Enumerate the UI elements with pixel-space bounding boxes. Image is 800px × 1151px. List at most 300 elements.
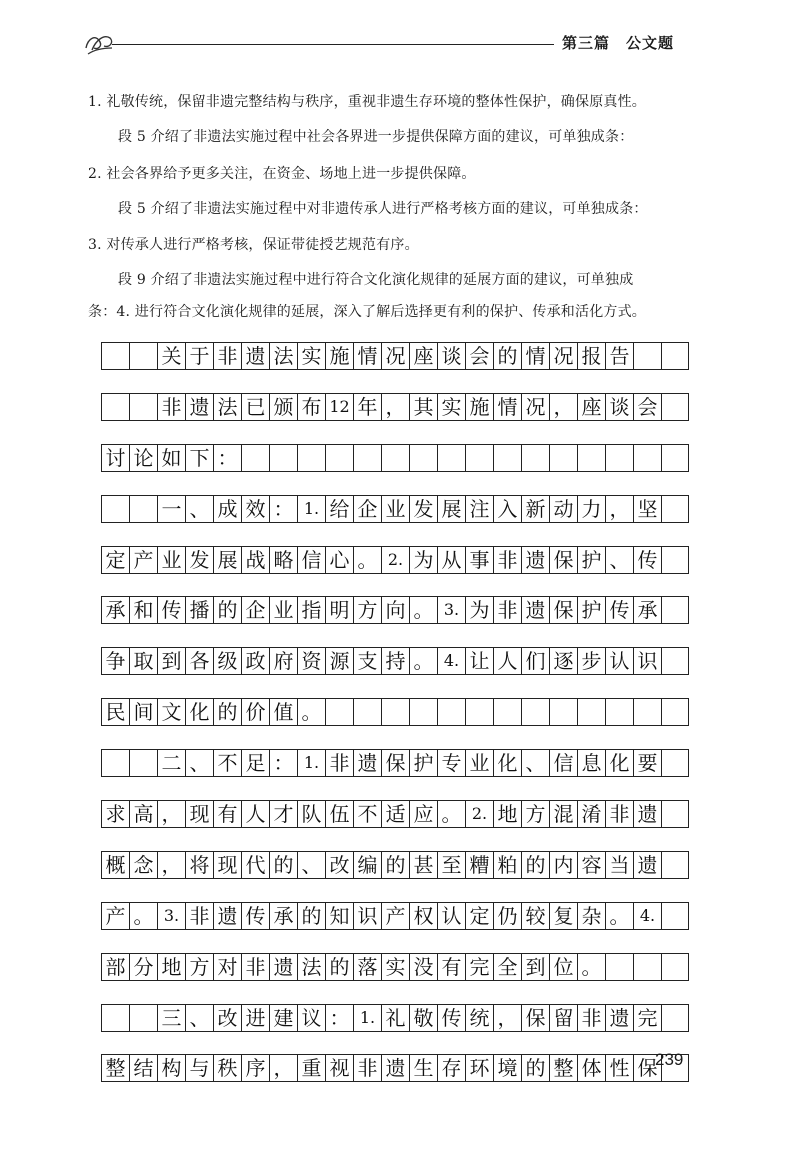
grid-cell: 非 — [353, 1054, 381, 1082]
grid-cell: 承 — [269, 902, 297, 930]
grid-cell — [129, 749, 157, 777]
grid-cell: 秩 — [213, 1054, 241, 1082]
grid-cell — [633, 953, 661, 981]
grid-cell: 效 — [241, 495, 269, 523]
grid-cell: 、 — [185, 495, 213, 523]
grid-cell: 遗 — [521, 596, 549, 624]
grid-cell: 。 — [605, 902, 633, 930]
grid-cell — [521, 444, 549, 472]
grid-cell: 识 — [633, 647, 661, 675]
grid-cell — [101, 495, 129, 523]
grid-cell: 方 — [353, 596, 381, 624]
grid-row — [101, 902, 689, 930]
grid-cell — [661, 698, 689, 726]
running-header — [562, 32, 674, 53]
answer-grid-sheet — [101, 342, 689, 1105]
grid-cell: 三 — [157, 1004, 185, 1032]
grid-cell: 遗 — [353, 749, 381, 777]
grid-cell: 的 — [381, 851, 409, 879]
grid-cell — [101, 342, 129, 370]
grid-cell — [437, 698, 465, 726]
grid-cell: 向 — [381, 596, 409, 624]
grid-cell: 容 — [577, 851, 605, 879]
grid-cell: ， — [269, 1054, 297, 1082]
grid-cell — [241, 444, 269, 472]
paragraph-line: 段 5 介绍了非遗法实施过程中对非遗传承人进行严格考核方面的建议，可单独成条： — [118, 201, 648, 217]
grid-cell: 各 — [185, 647, 213, 675]
grid-cell: 政 — [241, 647, 269, 675]
grid-cell: 如 — [157, 444, 185, 472]
grid-row — [101, 647, 689, 675]
grid-cell: 现 — [213, 851, 241, 879]
grid-cell: 传 — [437, 1004, 465, 1032]
grid-cell: 高 — [129, 800, 157, 828]
grid-row — [101, 596, 689, 624]
grid-cell — [661, 749, 689, 777]
grid-cell: ， — [549, 393, 577, 421]
grid-cell: 到 — [157, 647, 185, 675]
grid-cell: 业 — [157, 546, 185, 574]
grid-cell: 化 — [185, 698, 213, 726]
grid-row — [101, 444, 689, 472]
grid-cell: ， — [381, 393, 409, 421]
grid-cell: ， — [157, 800, 185, 828]
grid-cell: 持 — [381, 647, 409, 675]
grid-cell: 实 — [381, 953, 409, 981]
grid-cell: 化 — [493, 749, 521, 777]
grid-cell: 保 — [549, 596, 577, 624]
grid-cell — [465, 444, 493, 472]
grid-cell — [661, 393, 689, 421]
grid-cell: 论 — [129, 444, 157, 472]
grid-cell: 值 — [269, 698, 297, 726]
grid-cell: 敬 — [409, 1004, 437, 1032]
grid-cell — [605, 444, 633, 472]
grid-cell: 入 — [493, 495, 521, 523]
grid-cell: 企 — [353, 495, 381, 523]
grid-cell: 况 — [549, 342, 577, 370]
grid-cell: 境 — [493, 1054, 521, 1082]
grid-cell: 情 — [493, 393, 521, 421]
grid-cell: 遗 — [633, 851, 661, 879]
grid-cell: 况 — [521, 393, 549, 421]
grid-cell: 现 — [185, 800, 213, 828]
grid-cell: 力 — [577, 495, 605, 523]
header-rule — [112, 44, 554, 45]
grid-cell: 完 — [633, 1004, 661, 1032]
grid-cell: 二 — [157, 749, 185, 777]
grid-cell: 序 — [241, 1054, 269, 1082]
grid-cell: 遗 — [241, 342, 269, 370]
grid-cell: 应 — [409, 800, 437, 828]
grid-cell: 全 — [493, 953, 521, 981]
grid-cell: ， — [493, 1004, 521, 1032]
grid-cell: 的 — [325, 953, 353, 981]
grid-cell: 统 — [465, 1004, 493, 1032]
grid-cell: 到 — [521, 953, 549, 981]
grid-cell — [577, 698, 605, 726]
grid-cell: 粕 — [493, 851, 521, 879]
grid-cell: ， — [605, 495, 633, 523]
grid-cell: 法 — [213, 393, 241, 421]
grid-cell: 建 — [269, 1004, 297, 1032]
grid-cell — [661, 1004, 689, 1032]
grid-cell: 2. — [465, 800, 493, 828]
grid-cell: 复 — [549, 902, 577, 930]
grid-cell: 传 — [157, 596, 185, 624]
grid-cell: 留 — [549, 1004, 577, 1032]
grid-cell: 概 — [101, 851, 129, 879]
grid-cell: 业 — [269, 596, 297, 624]
grid-cell: 间 — [129, 698, 157, 726]
grid-cell — [605, 698, 633, 726]
grid-cell: 保 — [633, 1054, 661, 1082]
grid-row — [101, 342, 689, 370]
grid-cell: 展 — [437, 495, 465, 523]
grid-cell — [549, 444, 577, 472]
grid-cell: 、 — [521, 749, 549, 777]
grid-cell: 产 — [381, 902, 409, 930]
grid-cell: 的 — [521, 851, 549, 879]
grid-row — [101, 1054, 689, 1082]
grid-cell: 、 — [297, 851, 325, 879]
grid-cell — [633, 444, 661, 472]
grid-cell: 地 — [157, 953, 185, 981]
grid-cell: 其 — [409, 393, 437, 421]
grid-cell: 内 — [549, 851, 577, 879]
grid-cell: 遗 — [381, 1054, 409, 1082]
grid-cell: 从 — [437, 546, 465, 574]
grid-cell: 体 — [577, 1054, 605, 1082]
grid-cell: 息 — [577, 749, 605, 777]
grid-cell: 方 — [521, 800, 549, 828]
grid-cell: 改 — [213, 1004, 241, 1032]
grid-cell: 化 — [605, 749, 633, 777]
grid-cell: 伍 — [325, 800, 353, 828]
grid-cell: 护 — [577, 596, 605, 624]
grid-cell: 非 — [493, 596, 521, 624]
grid-cell — [661, 342, 689, 370]
grid-cell: 礼 — [381, 1004, 409, 1032]
grid-cell: 已 — [241, 393, 269, 421]
grid-row — [101, 851, 689, 879]
grid-cell: 较 — [521, 902, 549, 930]
grid-cell: 承 — [633, 596, 661, 624]
grid-cell — [661, 596, 689, 624]
grid-cell — [661, 800, 689, 828]
grid-cell: 支 — [353, 647, 381, 675]
grid-cell: 的 — [213, 596, 241, 624]
grid-cell: 成 — [213, 495, 241, 523]
paragraph-line: 段 5 介绍了非遗法实施过程中社会各界进一步提供保障方面的建议，可单独成条： — [118, 129, 634, 145]
grid-cell: 4. — [633, 902, 661, 930]
grid-cell: 1. — [353, 1004, 381, 1032]
grid-cell: 信 — [549, 749, 577, 777]
grid-cell — [549, 698, 577, 726]
grid-cell: 谈 — [437, 342, 465, 370]
grid-cell: 保 — [549, 546, 577, 574]
grid-cell: 。 — [129, 902, 157, 930]
grid-cell: 源 — [325, 647, 353, 675]
paragraph-line: 条：4. 进行符合文化演化规律的延展，深入了解后选择更有利的保护、传承和活化方式。 — [88, 304, 647, 320]
grid-cell — [661, 953, 689, 981]
grid-cell: 信 — [297, 546, 325, 574]
grid-cell: 遗 — [213, 902, 241, 930]
grid-cell: 发 — [409, 495, 437, 523]
grid-cell: 有 — [213, 800, 241, 828]
grid-cell: 存 — [437, 1054, 465, 1082]
grid-row — [101, 393, 689, 421]
grid-cell: 情 — [353, 342, 381, 370]
grid-cell: 。 — [297, 698, 325, 726]
grid-cell — [661, 647, 689, 675]
grid-cell — [493, 698, 521, 726]
header-title: 公文题 — [626, 34, 675, 52]
grid-cell — [129, 495, 157, 523]
grid-cell: 人 — [493, 647, 521, 675]
grid-cell: 年 — [353, 393, 381, 421]
grid-cell: 们 — [521, 647, 549, 675]
grid-cell: 权 — [409, 902, 437, 930]
grid-cell: 不 — [353, 800, 381, 828]
grid-cell: 产 — [129, 546, 157, 574]
grid-row — [101, 698, 689, 726]
grid-cell: 构 — [157, 1054, 185, 1082]
grid-cell: 为 — [465, 596, 493, 624]
grid-cell: 仍 — [493, 902, 521, 930]
grid-cell: 要 — [633, 749, 661, 777]
grid-cell: 非 — [241, 953, 269, 981]
grid-cell: 定 — [101, 546, 129, 574]
grid-cell: 甚 — [409, 851, 437, 879]
grid-cell: 新 — [521, 495, 549, 523]
grid-cell: ， — [157, 851, 185, 879]
grid-cell: 讨 — [101, 444, 129, 472]
grid-cell: 的 — [493, 342, 521, 370]
grid-cell: 谈 — [605, 393, 633, 421]
grid-cell: 议 — [297, 1004, 325, 1032]
grid-cell: 民 — [101, 698, 129, 726]
grid-cell: 当 — [605, 851, 633, 879]
grid-cell: 布 — [297, 393, 325, 421]
grid-cell: 护 — [409, 749, 437, 777]
grid-cell: 整 — [549, 1054, 577, 1082]
grid-cell: 让 — [465, 647, 493, 675]
grid-cell: 法 — [297, 953, 325, 981]
grid-cell: 施 — [325, 342, 353, 370]
grid-cell: 步 — [577, 647, 605, 675]
grid-cell — [325, 444, 353, 472]
grid-cell: 进 — [241, 1004, 269, 1032]
grid-cell: 视 — [325, 1054, 353, 1082]
grid-cell — [101, 749, 129, 777]
grid-cell: 代 — [241, 851, 269, 879]
grid-cell: 遗 — [633, 800, 661, 828]
grid-cell: 糟 — [465, 851, 493, 879]
grid-cell: 保 — [381, 749, 409, 777]
grid-cell: 关 — [157, 342, 185, 370]
paragraph-line: 3. 对传承人进行严格考核，保证带徒授艺规范有序。 — [88, 237, 419, 253]
grid-cell: 整 — [101, 1054, 129, 1082]
grid-cell: 下 — [185, 444, 213, 472]
grid-cell: 分 — [129, 953, 157, 981]
grid-cell: 实 — [297, 342, 325, 370]
grid-cell: 和 — [129, 596, 157, 624]
grid-cell: 遗 — [521, 546, 549, 574]
grid-cell: 非 — [577, 1004, 605, 1032]
grid-cell: 定 — [465, 902, 493, 930]
grid-cell: 。 — [353, 546, 381, 574]
grid-cell: 遗 — [269, 953, 297, 981]
grid-cell: 识 — [353, 902, 381, 930]
grid-cell — [605, 953, 633, 981]
grid-cell: 重 — [297, 1054, 325, 1082]
grid-cell: 12 — [325, 393, 353, 421]
grid-cell: 3. — [437, 596, 465, 624]
grid-cell: 改 — [325, 851, 353, 879]
grid-cell: 将 — [185, 851, 213, 879]
grid-cell: 位 — [549, 953, 577, 981]
grid-cell: 传 — [633, 546, 661, 574]
grid-row — [101, 1004, 689, 1032]
grid-cell: 护 — [577, 546, 605, 574]
grid-cell: 发 — [185, 546, 213, 574]
grid-cell: 争 — [101, 647, 129, 675]
grid-cell: 性 — [605, 1054, 633, 1082]
grid-cell: 事 — [465, 546, 493, 574]
grid-cell — [493, 444, 521, 472]
grid-cell: 法 — [269, 342, 297, 370]
grid-cell: 报 — [577, 342, 605, 370]
grid-cell: 施 — [465, 393, 493, 421]
grid-cell: 略 — [269, 546, 297, 574]
grid-cell: 认 — [605, 647, 633, 675]
grid-row — [101, 546, 689, 574]
grid-cell — [269, 444, 297, 472]
grid-cell: 至 — [437, 851, 465, 879]
grid-cell: ： — [325, 1004, 353, 1032]
grid-cell: 2. — [381, 546, 409, 574]
grid-cell — [661, 902, 689, 930]
grid-cell: 的 — [213, 698, 241, 726]
grid-cell — [409, 698, 437, 726]
grid-cell: 认 — [437, 902, 465, 930]
grid-cell — [381, 698, 409, 726]
grid-cell: 。 — [577, 953, 605, 981]
grid-cell: 杂 — [577, 902, 605, 930]
grid-cell: 府 — [269, 647, 297, 675]
grid-cell: 展 — [213, 546, 241, 574]
grid-cell: 不 — [213, 749, 241, 777]
grid-cell: 动 — [549, 495, 577, 523]
grid-cell: 求 — [101, 800, 129, 828]
page-number: 239 — [655, 1050, 684, 1069]
grid-cell: 遗 — [185, 393, 213, 421]
grid-cell: 地 — [493, 800, 521, 828]
grid-cell: 企 — [241, 596, 269, 624]
grid-cell: 告 — [605, 342, 633, 370]
grid-cell: ： — [213, 444, 241, 472]
grid-cell: 颁 — [269, 393, 297, 421]
grid-cell — [381, 444, 409, 472]
grid-cell: 落 — [353, 953, 381, 981]
grid-cell: 完 — [465, 953, 493, 981]
grid-cell — [521, 698, 549, 726]
grid-cell: 、 — [605, 546, 633, 574]
grid-cell: 产 — [101, 902, 129, 930]
grid-cell: 的 — [269, 851, 297, 879]
grid-cell — [129, 1004, 157, 1032]
grid-cell: 人 — [241, 800, 269, 828]
grid-cell: 。 — [437, 800, 465, 828]
grid-cell: 。 — [409, 647, 437, 675]
grid-cell: ： — [269, 749, 297, 777]
grid-cell — [465, 698, 493, 726]
grid-cell: 情 — [521, 342, 549, 370]
grid-cell: 环 — [465, 1054, 493, 1082]
grid-cell: ： — [269, 495, 297, 523]
grid-cell: 专 — [437, 749, 465, 777]
grid-cell: 注 — [465, 495, 493, 523]
grid-cell: 有 — [437, 953, 465, 981]
grid-cell: 逐 — [549, 647, 577, 675]
grid-cell: 播 — [185, 596, 213, 624]
grid-cell — [129, 393, 157, 421]
grid-row — [101, 953, 689, 981]
grid-cell: 传 — [605, 596, 633, 624]
grid-cell: 、 — [185, 1004, 213, 1032]
grid-cell: 与 — [185, 1054, 213, 1082]
grid-cell: 生 — [409, 1054, 437, 1082]
grid-cell: 非 — [605, 800, 633, 828]
grid-cell — [101, 393, 129, 421]
grid-cell: 非 — [185, 902, 213, 930]
grid-cell: 非 — [325, 749, 353, 777]
grid-row — [101, 495, 689, 523]
grid-cell: 非 — [213, 342, 241, 370]
grid-cell — [633, 342, 661, 370]
paragraph-line: 1. 礼敬传统，保留非遗完整结构与秩序，重视非遗生存环境的整体性保护，确保原真性。 — [88, 94, 647, 110]
grid-cell: 遗 — [605, 1004, 633, 1032]
grid-cell: 的 — [297, 902, 325, 930]
grid-cell — [577, 444, 605, 472]
grid-cell: 价 — [241, 698, 269, 726]
grid-cell — [661, 495, 689, 523]
grid-cell: 况 — [381, 342, 409, 370]
grid-cell: 会 — [633, 393, 661, 421]
grid-cell: 适 — [381, 800, 409, 828]
grid-cell: 文 — [157, 698, 185, 726]
grid-cell: 传 — [241, 902, 269, 930]
grid-cell: 为 — [409, 546, 437, 574]
grid-cell — [353, 444, 381, 472]
grid-cell — [661, 851, 689, 879]
grid-cell — [633, 698, 661, 726]
grid-cell: 级 — [213, 647, 241, 675]
grid-cell: 4. — [437, 647, 465, 675]
grid-cell: 业 — [465, 749, 493, 777]
grid-cell: 非 — [157, 393, 185, 421]
grid-cell: 混 — [549, 800, 577, 828]
grid-cell: 编 — [353, 851, 381, 879]
grid-cell: 保 — [521, 1004, 549, 1032]
grid-cell: 明 — [325, 596, 353, 624]
grid-cell: 坚 — [633, 495, 661, 523]
grid-cell: 对 — [213, 953, 241, 981]
grid-cell: 业 — [381, 495, 409, 523]
grid-cell: 念 — [129, 851, 157, 879]
grid-cell: 结 — [129, 1054, 157, 1082]
